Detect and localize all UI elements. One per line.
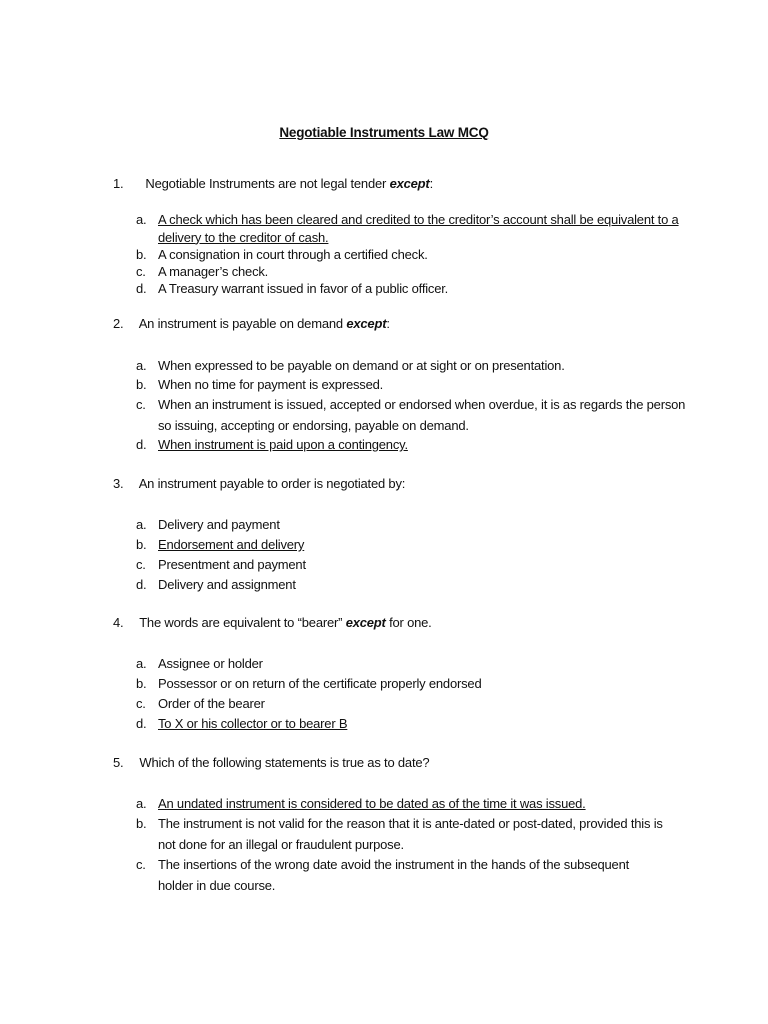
option-letter: a. [136, 656, 147, 671]
option-letter: b. [136, 247, 147, 262]
option-1d [136, 280, 696, 298]
option-5b [136, 814, 681, 855]
question-3 [113, 476, 405, 491]
option-text: Delivery and assignment [158, 577, 296, 592]
option-text: When instrument is paid upon a contingency. [158, 437, 408, 452]
option-2d [136, 435, 696, 456]
question-number: 3. [113, 476, 124, 491]
option-letter: d. [136, 716, 147, 731]
option-text: A Treasury warrant issued in favor of a public officer. [158, 281, 449, 296]
option-3b [136, 535, 696, 556]
question-number: 5. [113, 755, 124, 770]
option-text: A check which has been cleared and credited to the creditor’s account shall be equivalent to a delivery to the creditor of cash. [158, 212, 679, 245]
option-2b [136, 375, 696, 396]
option-letter: c. [136, 857, 146, 872]
question-text: Which of the following statements is true as to date? [139, 755, 430, 770]
option-letter: c. [136, 264, 146, 279]
question-number: 1. [113, 176, 124, 191]
option-letter: a. [136, 796, 147, 811]
option-3d [136, 575, 696, 596]
option-letter: d. [136, 281, 147, 296]
option-4a [136, 654, 696, 675]
option-text: Delivery and payment [158, 517, 280, 532]
option-5c [136, 854, 636, 896]
question-4 [113, 615, 432, 630]
option-5a [136, 794, 696, 815]
option-2c [136, 395, 696, 436]
option-text: To X or his collector or to bearer B [158, 716, 348, 731]
option-text: When expressed to be payable on demand or at sight or on presentation. [158, 358, 565, 373]
option-1a [136, 211, 696, 246]
option-text: Endorsement and delivery [158, 537, 305, 552]
question-2 [113, 316, 390, 331]
option-letter: b. [136, 377, 147, 392]
option-2a [136, 356, 696, 377]
option-text: Possessor or on return of the certificate properly endorsed [158, 676, 482, 691]
option-4d [136, 714, 696, 735]
question-1 [113, 176, 433, 191]
option-1b [136, 246, 696, 264]
option-text: When no time for payment is expressed. [158, 377, 384, 392]
option-letter: d. [136, 437, 147, 452]
option-text: Presentment and payment [158, 557, 306, 572]
question-5 [113, 755, 429, 770]
option-4b [136, 674, 696, 695]
option-letter: a. [136, 212, 147, 227]
option-4c [136, 694, 696, 715]
option-letter: b. [136, 537, 147, 552]
option-text: The insertions of the wrong date avoid the instrument in the hands of the subsequent holder in due course. [158, 857, 630, 893]
question-text: An instrument payable to order is negotiated by: [138, 476, 406, 491]
option-text: A consignation in court through a certified check. [158, 247, 428, 262]
option-letter: c. [136, 397, 146, 412]
option-letter: c. [136, 557, 146, 572]
question-text: The words are equivalent to “bearer” except for one. [139, 615, 432, 630]
page-title: Negotiable Instruments Law MCQ [279, 125, 489, 140]
question-text: An instrument is payable on demand except: [138, 316, 390, 331]
option-text: The instrument is not valid for the reason that it is ante-dated or post-dated, provided this is not done for an illegal or fraudulent purpose. [158, 816, 663, 852]
option-3a [136, 515, 696, 536]
option-letter: c. [136, 696, 146, 711]
question-number: 4. [113, 615, 124, 630]
option-text: Order of the bearer [158, 696, 265, 711]
option-letter: d. [136, 577, 147, 592]
question-number: 2. [113, 316, 124, 331]
question-text: Negotiable Instruments are not legal tender except: [145, 176, 433, 191]
option-letter: a. [136, 358, 147, 373]
option-letter: a. [136, 517, 147, 532]
option-letter: b. [136, 816, 147, 831]
option-text: A manager’s check. [158, 264, 269, 279]
option-text: When an instrument is issued, accepted or endorsed when overdue, it is as regards the person so issuing, accepting or endorsing, payable on demand. [158, 397, 686, 433]
option-letter: b. [136, 676, 147, 691]
option-3c [136, 555, 696, 576]
option-text: Assignee or holder [158, 656, 263, 671]
option-1c [136, 263, 696, 281]
option-text: An undated instrument is considered to be dated as of the time it was issued. [158, 796, 586, 811]
